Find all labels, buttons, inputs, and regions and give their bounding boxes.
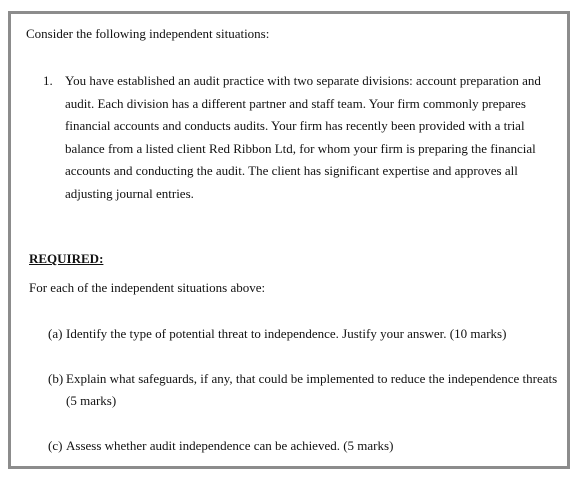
question-text: Assess whether audit independence can be achieved. (5 marks) xyxy=(66,438,394,453)
question-label: (c) xyxy=(48,438,63,453)
question-b xyxy=(48,368,560,412)
question-label: (b) xyxy=(48,371,64,386)
situation-text: You have established an audit practice with two separate divisions: account preparation and audit. Each division has a different partner and staff team. Your firm commonly prepares financial accounts and conducts audits. Your firm has recently been provided with a trial balance from a listed client Red Ribbon Ltd, for whom your firm is preparing the financial accounts and conducting the audit. The client has significant expertise and approves all adjusting journal entries. xyxy=(65,73,541,201)
situation-item xyxy=(43,70,563,205)
required-instruction: For each of the independent situations above: xyxy=(29,280,266,295)
situation-number: 1. xyxy=(43,73,53,88)
question-text: Explain what safeguards, if any, that could be implemented to reduce the independence threats (5 marks) xyxy=(66,371,558,408)
required-heading: REQUIRED: xyxy=(29,251,104,266)
question-c xyxy=(48,435,560,457)
question-box xyxy=(8,11,570,469)
intro-text: Consider the following independent situations: xyxy=(26,26,270,41)
question-text: Identify the type of potential threat to independence. Justify your answer. (10 marks) xyxy=(66,326,507,341)
question-label: (a) xyxy=(48,326,63,341)
question-a xyxy=(48,323,560,345)
